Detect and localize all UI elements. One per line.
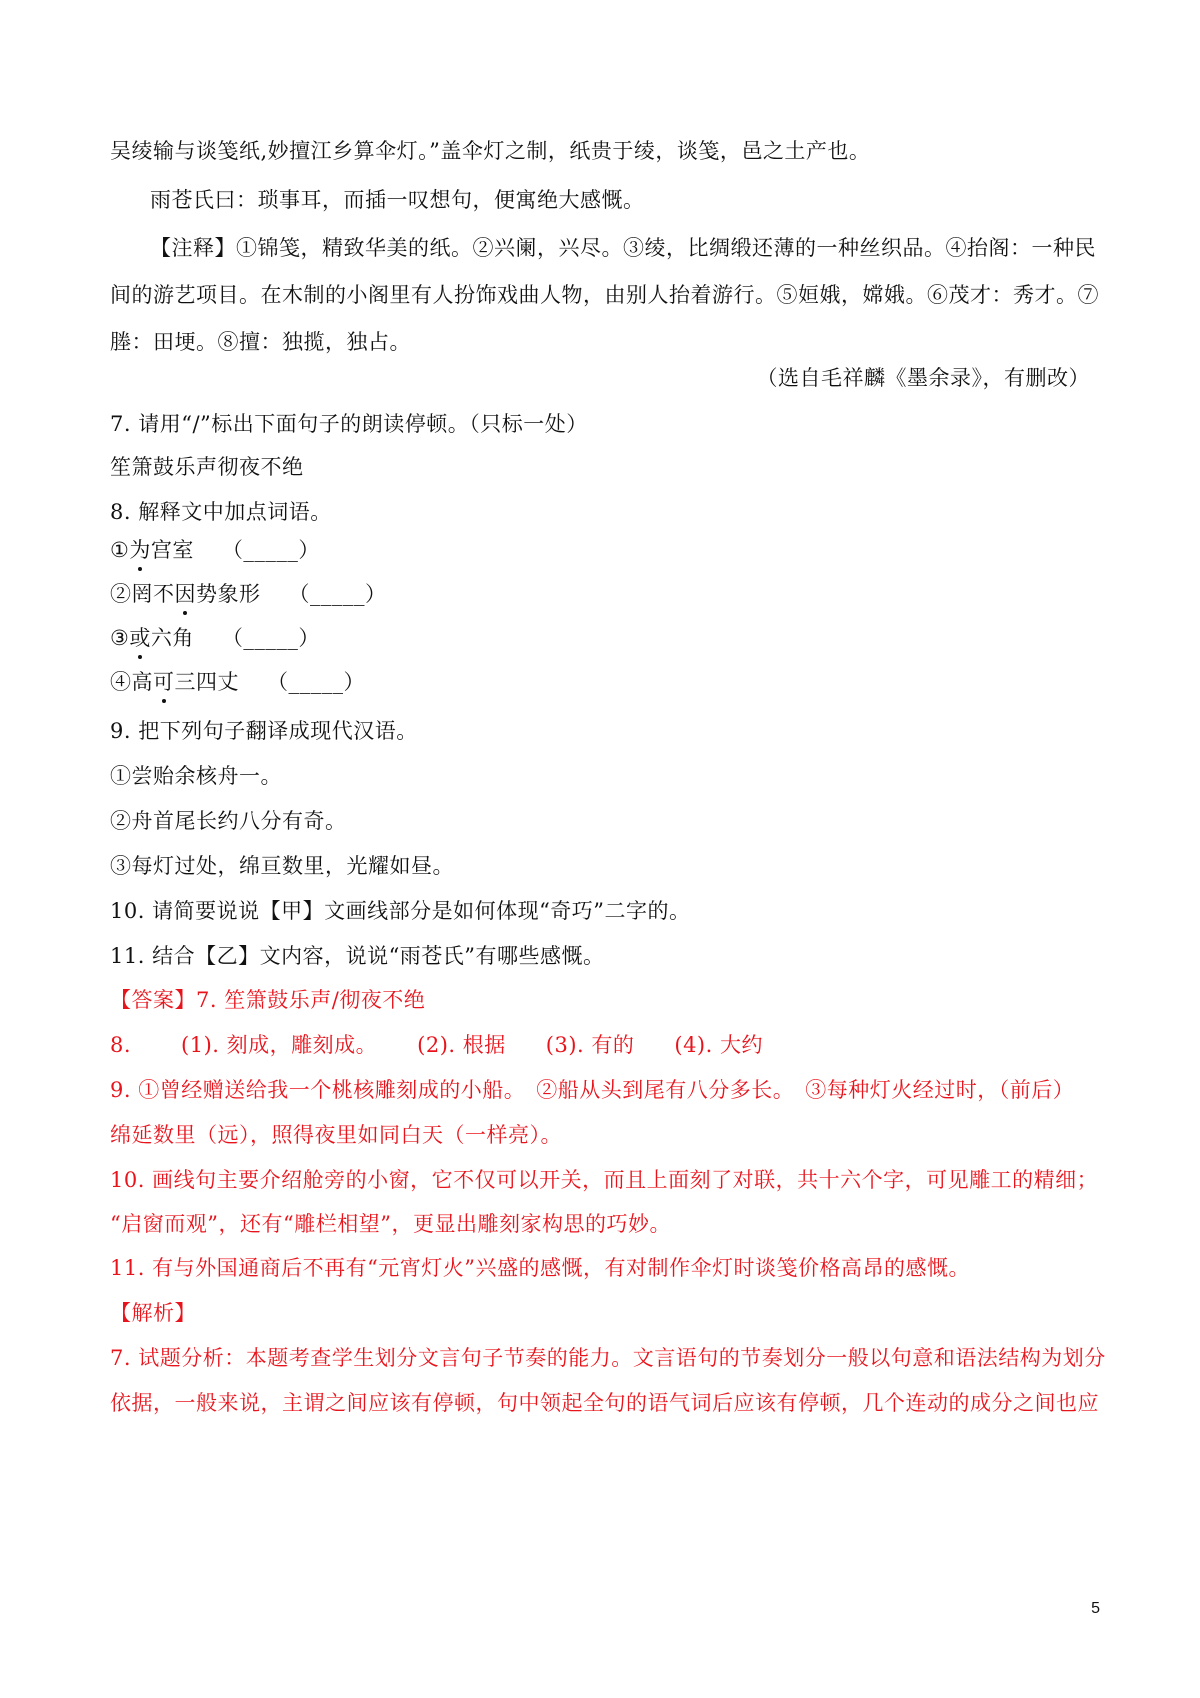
notes-line-3: 塍：田埂。⑧擅：独揽，独占。 [110,330,411,354]
analysis-line-2: 依据，一般来说，主谓之间应该有停顿，句中领起全句的语气词后应该有停顿，几个连动的成分之间也应 [110,1391,1099,1415]
passage-line-2: 雨苍氏曰：琐事耳，而插一叹想句，便寓绝大感慨。 [150,188,645,212]
answer-8-item: (3). 有的 [545,1033,635,1057]
answer-11: 11. 有与外国通商后不再有“元宵灯火”兴盛的感慨，有对制作伞灯时谈笺价格高昂的感慨。 [110,1256,971,1280]
answer-8-item: (2). 根据 [417,1033,506,1057]
item-prefix: ③ [110,626,130,650]
answer-10-line-1: 10. 画线句主要介绍舱旁的小窗，它不仅可以开关，而且上面刻了对联，共十六个字，可见雕工的精细； [110,1168,1099,1192]
answer-10-line-2: “启窗而观”，还有“雕栏相望”，更显出雕刻家构思的巧妙。 [110,1212,671,1236]
question-8: 8. 解释文中加点词语。 [110,500,332,524]
answer-blank: （_____） [221,626,320,650]
question-9-item-2: ②舟首尾长约八分有奇。 [110,809,347,833]
answer-blank: （_____） [288,582,387,606]
question-10: 10. 请简要说说【甲】文画线部分是如何体现“奇巧”二字的。 [110,899,691,923]
item-rest: 三四丈 [174,670,239,694]
item-prefix: ②罔不 [110,582,175,606]
question-8-item-3 [110,623,320,653]
question-8-item-4 [110,667,365,697]
dotted-word: 或 [129,623,151,653]
question-9-item-3: ③每灯过处，绵亘数里，光耀如昼。 [110,854,454,878]
answer-8-item: (1). 刻成，雕刻成。 [181,1033,378,1057]
question-9-item-1: ①尝贻余核舟一。 [110,764,282,788]
question-7-sentence: 笙箫鼓乐声彻夜不绝 [110,455,304,479]
item-rest: 宫室 [150,538,194,562]
passage-line-1: 吴绫输与谈笺纸,妙擅江乡算伞灯。”盖伞灯之制，纸贵于绫，谈笺，邑之土产也。 [110,139,871,163]
page-number: 5 [1091,1600,1100,1617]
question-8-item-2 [110,579,387,609]
answer-8-prefix: 8. [110,1033,132,1057]
answer-blank: （_____） [267,670,365,694]
item-prefix: ④高 [110,670,153,694]
question-8-item-1 [110,535,320,565]
dotted-word: 可 [153,667,175,697]
question-9: 9. 把下列句子翻译成现代汉语。 [110,719,418,743]
analysis-heading: 【解析】 [110,1301,196,1325]
answer-8-item: (4). 大约 [674,1033,763,1057]
question-7: 7. 请用“/”标出下面句子的朗读停顿。（只标一处） [110,412,588,436]
dotted-word: 为 [129,535,151,565]
notes-line-1: 【注释】①锦笺，精致华美的纸。②兴阑，兴尽。③绫，比绸缎还薄的一种丝织品。④抬阁：一种民 [150,236,1096,260]
answer-blank: （_____） [221,538,320,562]
dotted-word: 因 [175,579,197,609]
question-11: 11. 结合【乙】文内容，说说“雨苍氏”有哪些感慨。 [110,944,605,968]
source-citation: （选自毛祥麟《墨余录》，有删改） [756,366,1090,390]
answer-7: 【答案】7. 笙箫鼓乐声/彻夜不绝 [110,988,426,1012]
answer-9-line-2: 绵延数里（远），照得夜里如同白天（一样亮）。 [110,1123,562,1147]
item-prefix: ① [110,538,130,562]
answer-8 [110,1030,763,1060]
analysis-line-1: 7. 试题分析：本题考查学生划分文言句子节奏的能力。文言语句的节奏划分一般以句意和语法结构为划分 [110,1346,1106,1370]
item-rest: 六角 [150,626,194,650]
answer-9-line-1: 9. ①曾经赠送给我一个桃核雕刻成的小船。 ②船从头到尾有八分多长。 ③每种灯火经过时，（前后） [110,1078,1075,1102]
item-rest: 势象形 [196,582,261,606]
notes-line-2: 间的游艺项目。在木制的小阁里有人扮饰戏曲人物，由别人抬着游行。⑤姮娥，嫦娥。⑥茂才：秀才。⑦ [110,283,1099,307]
